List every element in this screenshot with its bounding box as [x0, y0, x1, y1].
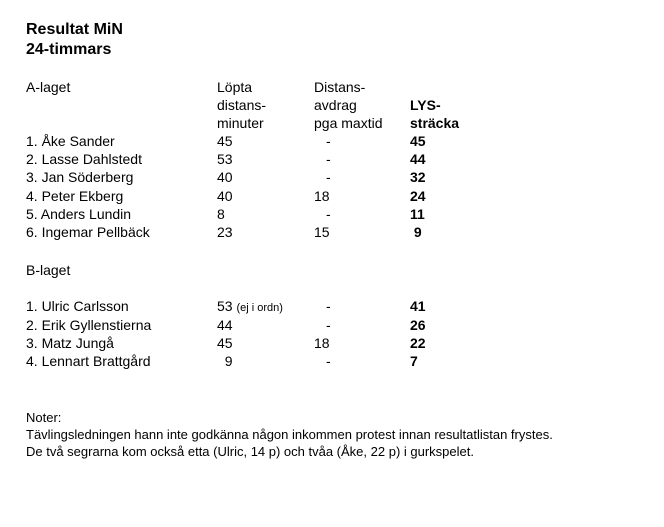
runner-name: 2. Lasse Dahlstedt: [26, 151, 142, 167]
notes-line-1: Tävlingsledningen hann inte godkänna någon inkommen protest innan resultatlistan frystes.: [26, 427, 553, 442]
lopta-value: 53: [217, 151, 233, 167]
lopta-value: 40: [217, 188, 233, 204]
notes-heading: Noter:: [26, 410, 62, 425]
lopta-note: (ej i ordn): [236, 302, 283, 314]
header-lys-line-1: LYS-: [410, 97, 441, 113]
header-lopta-line-1: Löpta: [217, 79, 253, 95]
lopta-value: 8: [217, 206, 225, 222]
avdrag-value: -: [326, 151, 331, 167]
avdrag-value: -: [326, 298, 331, 314]
title-line-2: 24-timmars: [26, 41, 112, 58]
team-a-heading: A-laget: [26, 79, 71, 95]
runner-name: 6. Ingemar Pellbäck: [26, 224, 150, 240]
header-avdrag-line-1: Distans-: [314, 79, 366, 95]
lys-value: 41: [410, 298, 426, 314]
avdrag-value: 18: [314, 188, 330, 204]
lys-value: 11: [410, 206, 425, 222]
team-b-heading: B-laget: [26, 262, 71, 278]
runner-name: 1. Ulric Carlsson: [26, 298, 129, 314]
lys-value: 7: [410, 353, 418, 369]
title-line-1: Resultat MiN: [26, 21, 123, 38]
avdrag-value: -: [326, 206, 331, 222]
lopta-value: 23: [217, 224, 233, 240]
avdrag-value: 15: [314, 224, 330, 240]
runner-name: 2. Erik Gyllenstierna: [26, 317, 152, 333]
avdrag-value: -: [326, 169, 331, 185]
runner-name: 3. Matz Jungå: [26, 335, 114, 351]
runner-name: 4. Peter Ekberg: [26, 188, 124, 204]
avdrag-value: -: [326, 353, 331, 369]
lys-value: 26: [410, 317, 426, 333]
lopta-value: 45: [217, 335, 233, 351]
header-lopta-line-2: distans-: [217, 97, 267, 113]
header-lopta-line-3: minuter: [217, 115, 264, 131]
avdrag-value: -: [326, 133, 331, 149]
lys-value: 45: [410, 133, 426, 149]
runner-name: 3. Jan Söderberg: [26, 169, 134, 185]
runner-name: 4. Lennart Brattgård: [26, 353, 151, 369]
lopta-value: 9: [217, 353, 233, 369]
avdrag-value: -: [326, 317, 331, 333]
lopta-value: [217, 297, 283, 317]
notes-line-2: De två segrarna kom också etta (Ulric, 14 p) och tvåa (Åke, 22 p) i gurkspelet.: [26, 444, 474, 459]
lys-value: 24: [410, 188, 426, 204]
lys-value: 32: [410, 169, 426, 185]
lopta-value: 44: [217, 317, 233, 333]
runner-name: 1. Åke Sander: [26, 133, 115, 149]
lopta-value: 40: [217, 169, 233, 185]
header-lys-line-2: sträcka: [410, 115, 460, 131]
lys-value: 44: [410, 151, 426, 167]
header-avdrag-line-3: pga maxtid: [314, 115, 383, 131]
header-avdrag-line-2: avdrag: [314, 97, 357, 113]
lys-value: 9: [410, 224, 422, 240]
lopta-value: 45: [217, 133, 233, 149]
lys-value: 22: [410, 335, 426, 351]
runner-name: 5. Anders Lundin: [26, 206, 132, 222]
avdrag-value: 18: [314, 335, 330, 351]
lopta-number: 53: [217, 298, 233, 314]
